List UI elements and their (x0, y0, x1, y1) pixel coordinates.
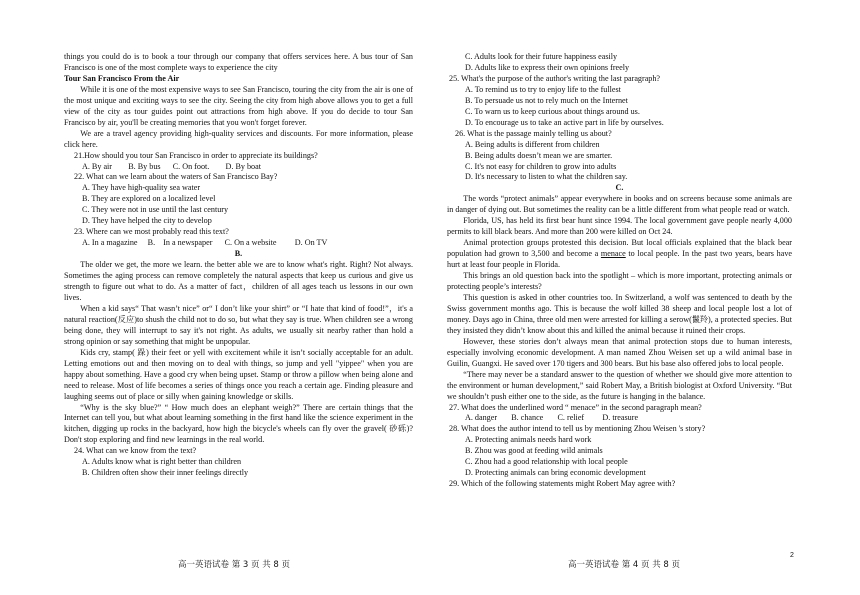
section-c-heading: C. (615, 183, 624, 193)
intro-text: things you could do is to book a tour through our company that offers services here. A bus tour of San Francisco is one of the most complete ways to experience the city (64, 52, 413, 72)
option: C. It's not easy for children to grow into adults (465, 161, 617, 171)
paragraph: When a kid says“ That wasn’t nice” or“ I don’t like your shirt” or “I hate that kind of food!”，it's a natural reaction(反应)to shush the child not to do so, but what they say is true. When children see a wrong being done, they will interrupt to say it's not right. As adults, we usually sit nearby rather than hold a strong opinion or say something that might be unpopular. (64, 303, 413, 346)
paragraph: While it is one of the most expensive ways to see San Francisco, touring the city from the air is one of the most unique and exciting ways to see the city. Seeing the city from high above allows you to get a full view of the city as tour guides point out attractions from high above. If you do decide to tour San Francisco by air, you'll be creating memories that you won't forget forever. (64, 84, 413, 127)
option: A. To remind us to try to enjoy life to the fullest (465, 84, 621, 94)
paragraph: The words “protect animals” appear everywhere in books and on screens because some animals are in danger of dying out. But sometimes the reality can be a little different from what people read or watch. (447, 194, 792, 215)
option: D. Protecting animals can bring economic development (465, 468, 646, 478)
question-27-options: A. danger B. chance C. relief D. treasure (465, 413, 639, 423)
question-21-options: A. By air B. By bus C. On foot. D. By boat (82, 161, 261, 171)
left-column (64, 52, 413, 479)
option: D. It's necessary to listen to what the children say. (465, 172, 628, 182)
option: B. Children often show their inner feelings directly (82, 468, 249, 478)
option: A. They have high-quality sea water (82, 183, 201, 193)
paragraph: However, these stories don’t always mean that animal protection stops due to human interests, especially involving economic development. A man named Zhou Weisen set up a wild animal base in Guilin, Guangxi. He saved over 170 tigers and 300 bears. But his base also offered jobs to local people. (447, 336, 792, 368)
underlined-word: menace (600, 249, 626, 259)
option: A. Protecting animals needs hard work (465, 435, 592, 445)
paragraph: Kids cry, stamp( 跺) their feet or yell with excitement while it isn’t socially acceptable for an adult. Letting emotions out and then moving on to deal with things, so jump and yell "yippee" when you are happy about something. Have a good cry when being upset. Stamp or throw a pillow when being alone and need to release. Most of life becomes a series of things once you reach a certain age. Finding pleasure and laughing seems out of place or silly when gaining knowledge or skills. (64, 347, 413, 401)
paragraph-text: to local people. In the past two years, bears have hurt at least four people in Florida. (447, 249, 792, 270)
option: A. Being adults is different from children (465, 139, 600, 149)
option: B. Being adults doesn’t mean we are smarter. (465, 150, 613, 160)
paragraph-text: Animal protection groups protested this decision. But local officials explained that the black bear population had grown to 3,500 and become a (447, 238, 792, 259)
right-column (447, 52, 792, 490)
option: B. They are explored on a localized level (82, 194, 216, 204)
option: B. Zhou was good at feeding wild animals (465, 446, 603, 456)
paragraph: “Why is the sky blue?” “ How much does an elephant weigh?” There are certain things that the Internet can tell you, but what about learning something in the first hand like the science experiment in the kitchen, digging up rocks in the backyard, how high the bicycle's wheels can fly over the gravel( 砂砾)? Don't stop exploring and find new learnings in the real world. (64, 402, 413, 445)
paragraph: This question is asked in other countries too. In Switzerland, a wolf was sentenced to death by the Swiss government months ago. This is because the wolf killed 38 sheep and local people lost a lot of money. Days ago in China, three old men were arrested for killing a serow(鬣羚), a protected species. But they insisted they didn’t know about this and killed the animal because it ruined their crops. (447, 292, 792, 335)
page-number: 2 (790, 552, 794, 559)
paragraph: “There may never be a standard answer to the question of whether we should give more attention to the environment or human development,” said Robert May, a British biologist at Oxford University. “But we shouldn’t push either one to the side, as the future is hanging in the balance. (447, 369, 792, 401)
option: A. Adults know what is right better than children (82, 457, 242, 467)
option: C. Zhou had a good relationship with local people (465, 457, 628, 467)
option: C. To warn us to keep curious about things around us. (465, 106, 640, 116)
option: C. They were not in use until the last century (82, 205, 229, 215)
paragraph-menace (447, 238, 792, 271)
question-26: 26. What is the passage mainly telling us about? (455, 128, 612, 138)
question-23: 23. Where can we most probably read this text? (74, 227, 229, 237)
paragraph: We are a travel agency providing high-quality services and discounts. For more information, please click here. (64, 128, 413, 149)
question-28: 28. What does the author intend to tell us by mentioning Zhou Weisen 's story? (449, 424, 706, 434)
question-29: 29. Which of the following statements might Robert May agree with? (449, 479, 676, 489)
section-heading: Tour San Francisco From the Air (64, 73, 180, 83)
option: D. To encourage us to take an active part in life by ourselves. (465, 117, 664, 127)
option: C. Adults look for their future happiness easily (465, 52, 618, 61)
option: D. Adults like to express their own opinions freely (465, 62, 630, 72)
question-23-options: A. In a magazine B. In a newspaper C. On a website D. On TV (82, 238, 328, 248)
question-25: 25. What's the purpose of the author's writing the last paragraph? (449, 73, 661, 83)
paragraph: The older we get, the more we learn. the better able we are to know what's right. Right? Not always. Sometimes the aging process can remove completely the natural aspects that keep us curious and give us strength to figure out what to do. As a matter of fact，children of all ages teach us lessons in our own lives. (64, 260, 413, 302)
page-footer-right: 高一英语试卷 第 4 页 共 8 页 (568, 560, 681, 570)
question-21: 21.How should you tour San Francisco in order to appreciate its buildings? (74, 150, 318, 160)
question-22: 22. What can we learn about the waters of San Francisco Bay? (74, 172, 278, 182)
page-footer-left: 高一英语试卷 第 3 页 共 8 页 (178, 560, 291, 570)
question-27: 27. What does the underlined word “ menace” in the second paragraph mean? (449, 402, 702, 412)
paragraph: Florida, US, has held its first bear hunt since 1994. The local government gave people nearly 4,000 permits to kill black bears. And more than 200 were killed on Oct 24. (447, 216, 792, 237)
option: B. To persuade us not to rely much on the Internet (465, 95, 628, 105)
paragraph: This brings an old question back into the spotlight – which is more important, protecting animals or protecting people’s interests? (447, 271, 792, 292)
section-b-heading: B. (234, 249, 243, 259)
option: D. They have helped the city to develop (82, 216, 212, 226)
question-24: 24. What can we know from the text? (74, 446, 197, 456)
